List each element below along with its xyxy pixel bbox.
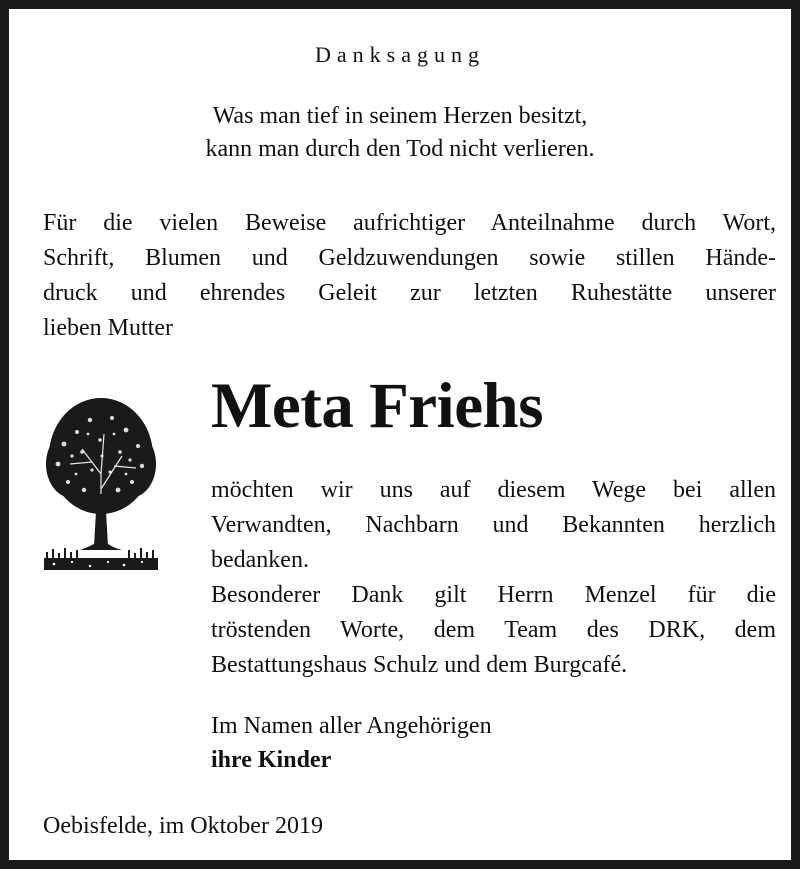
thanks-paragraph xyxy=(211,473,776,683)
body-line: bedanken. xyxy=(211,547,309,573)
memorial-quote xyxy=(9,100,791,166)
intro-line: lieben Mutter xyxy=(43,315,173,341)
tree-icon xyxy=(42,394,160,586)
intro-line: druck und ehrendes Geleit zur letzten Ruhestätte unserer xyxy=(43,280,776,306)
body-line: tröstenden Worte, dem Team des DRK, dem xyxy=(211,617,776,643)
body-line: Verwandten, Nachbarn und Bekannten herzlich xyxy=(211,512,776,538)
signoff xyxy=(211,709,492,777)
quote-line: Was man tief in seinem Herzen besitzt, xyxy=(212,103,588,129)
body-line: möchten wir uns auf diesem Wege bei allen xyxy=(211,477,776,503)
quote-line: kann man durch den Tod nicht verlieren. xyxy=(205,136,595,162)
body-line: Bestattungshaus Schulz und dem Burgcafé. xyxy=(211,652,628,678)
body-line: Besonderer Dank gilt Herrn Menzel für die xyxy=(211,582,776,608)
intro-line: Für die vielen Beweise aufrichtiger Anteilnahme durch Wort, xyxy=(43,210,776,236)
signoff-line: Im Namen aller Angehörigen xyxy=(211,713,492,739)
deceased-name: Meta Friehs xyxy=(211,370,544,442)
notice-heading: Danksagung xyxy=(315,42,485,67)
place-date: Oebisfelde, im Oktober 2019 xyxy=(43,813,323,839)
signoff-signature: ihre Kinder xyxy=(211,747,332,773)
intro-line: Schrift, Blumen und Geldzuwendungen sowie stillen Hände- xyxy=(43,245,776,271)
intro-paragraph xyxy=(43,206,776,346)
